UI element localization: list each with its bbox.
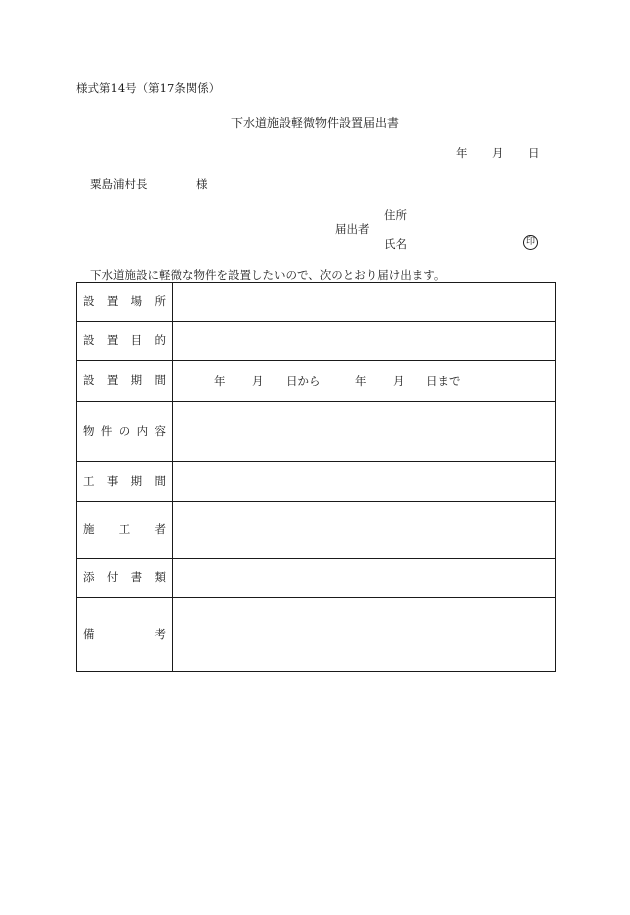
- row-label-remarks: [77, 598, 173, 672]
- period-field[interactable]: [173, 361, 556, 402]
- label-char: 工: [83, 473, 95, 488]
- label-char: 間: [154, 473, 166, 488]
- label-char: 件: [100, 423, 113, 438]
- intro-text: 下水道施設に軽微な物件を設置したいので、次のとおり届け出ます。: [90, 268, 446, 282]
- table-row: [77, 502, 556, 559]
- row-label-purpose: [77, 322, 173, 361]
- label-char: 工: [118, 522, 131, 537]
- period-from-year: 年: [214, 374, 226, 388]
- location-field[interactable]: [173, 283, 556, 322]
- label-char: 所: [154, 294, 166, 309]
- form-table: [76, 282, 556, 672]
- row-label-contractor: [77, 502, 173, 559]
- label-char: 設: [83, 333, 95, 348]
- label-char: 期: [130, 473, 143, 488]
- label-char: 置: [106, 333, 119, 348]
- label-char: 事: [106, 473, 119, 488]
- period-to-day: 日まで: [426, 374, 461, 388]
- row-label-work-period: [77, 462, 173, 502]
- contractor-field[interactable]: [173, 502, 556, 559]
- table-row: [77, 462, 556, 502]
- label-char: 的: [154, 333, 166, 348]
- name-label: 氏名: [384, 237, 407, 251]
- label-char: 添: [83, 570, 95, 585]
- period-from-day: 日から: [286, 374, 321, 388]
- period-to-month: 月: [393, 374, 405, 388]
- table-row: [77, 283, 556, 322]
- form-number: 様式第14号（第17条関係）: [76, 81, 221, 95]
- label-char: 者: [154, 522, 166, 537]
- table-row: [77, 322, 556, 361]
- label-char: の: [118, 423, 131, 438]
- label-char: 物: [83, 423, 95, 438]
- date-year-label: 年: [456, 146, 468, 160]
- label-char: 目: [130, 333, 143, 348]
- table-row: [77, 598, 556, 672]
- content-field[interactable]: [173, 402, 556, 462]
- address-label: 住所: [384, 208, 407, 222]
- label-char: 備: [83, 626, 95, 641]
- seal-icon: 印: [523, 235, 538, 250]
- label-char: 設: [83, 373, 95, 388]
- label-char: 付: [106, 570, 119, 585]
- row-label-content: [77, 402, 173, 462]
- period-from-month: 月: [252, 374, 264, 388]
- table-row: [77, 402, 556, 462]
- attachments-field[interactable]: [173, 559, 556, 598]
- date-month-label: 月: [492, 146, 504, 160]
- row-label-attachments: [77, 559, 173, 598]
- period-to-year: 年: [355, 374, 367, 388]
- recipient-honorific: 様: [196, 177, 208, 191]
- row-label-location: [77, 283, 173, 322]
- table-row: [77, 559, 556, 598]
- date-day-label: 日: [528, 146, 540, 160]
- row-label-period: [77, 361, 173, 402]
- recipient-name: 粟島浦村長: [90, 177, 148, 191]
- label-char: 類: [154, 570, 166, 585]
- label-char: 置: [106, 373, 119, 388]
- label-char: 場: [130, 294, 143, 309]
- label-char: 期: [130, 373, 143, 388]
- label-char: 設: [83, 294, 95, 309]
- table-row: [77, 361, 556, 402]
- applicant-label: 届出者: [335, 222, 370, 236]
- work-period-field[interactable]: [173, 462, 556, 502]
- label-char: 置: [106, 294, 119, 309]
- label-char: 考: [154, 626, 166, 641]
- remarks-field[interactable]: [173, 598, 556, 672]
- label-char: 容: [154, 423, 166, 438]
- purpose-field[interactable]: [173, 322, 556, 361]
- label-char: 内: [136, 423, 149, 438]
- label-char: 施: [83, 522, 95, 537]
- label-char: 書: [130, 570, 143, 585]
- label-char: 間: [154, 373, 166, 388]
- page-title: 下水道施設軽微物件設置届出書: [230, 116, 399, 130]
